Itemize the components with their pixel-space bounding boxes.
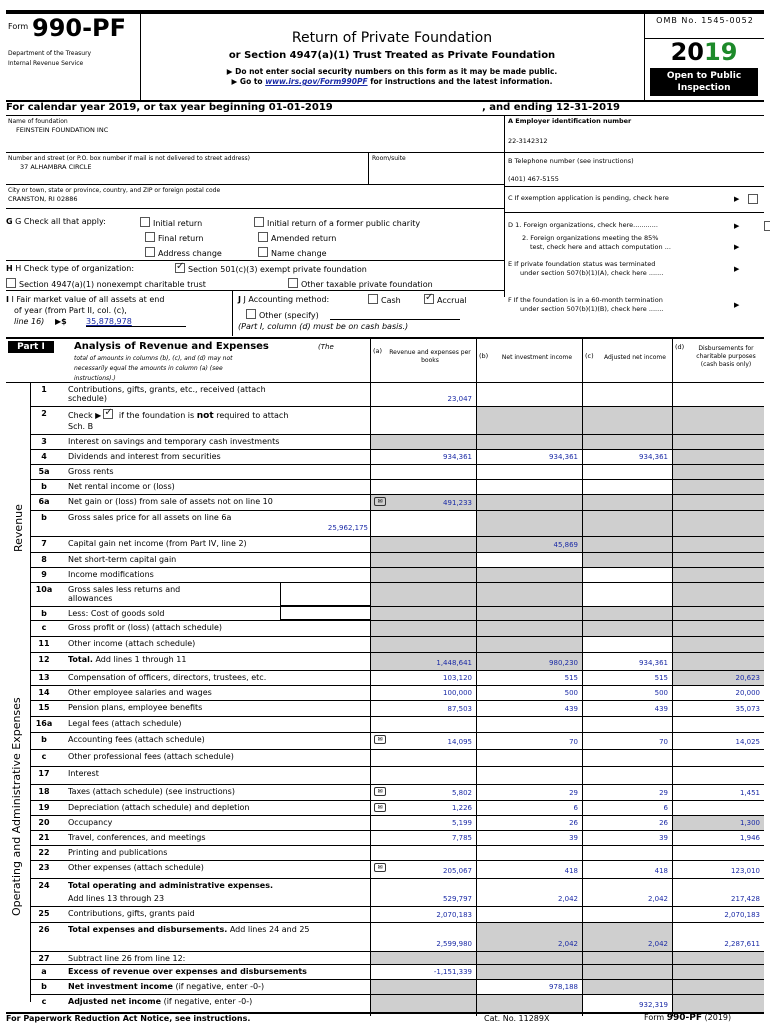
form-subtitle: or Section 4947(a)(1) Trust Treated as Private Foundation: [228, 50, 556, 61]
line-label: Gross sales less returns and: [68, 585, 181, 594]
shaded-cell: [673, 511, 764, 536]
row-divider: [30, 716, 764, 717]
room-label: Room/suite: [372, 155, 406, 162]
line-number: 25: [38, 909, 50, 918]
footer-form-id: Form 990-PF (2019): [644, 1013, 732, 1023]
value-col-a: 14,095: [447, 738, 472, 746]
line-label: Other employee salaries and wages: [68, 688, 212, 697]
value-col-a: 100,000: [443, 689, 472, 697]
ein-value: 22-3142312: [508, 137, 548, 145]
value-col-d: 1,451: [739, 789, 760, 797]
shaded-cell: [583, 607, 672, 620]
line-number: 7: [41, 539, 47, 548]
shaded-cell: [477, 637, 582, 652]
form-word: Form: [8, 22, 29, 31]
shaded-cell: [583, 980, 672, 994]
value-col-d: 14,025: [735, 738, 760, 746]
line-label: Gross profit or (loss) (attach schedule): [68, 623, 223, 632]
shaded-cell: [371, 637, 476, 652]
line-number: c: [41, 997, 47, 1006]
i-label: I I Fair market value of all assets at end: [6, 295, 165, 304]
col-b-tag: (b): [479, 352, 489, 360]
shaded-cell: [477, 621, 582, 636]
shaded-cell: [477, 583, 582, 606]
line-label-cont: Sch. B: [68, 422, 94, 431]
form-title: Return of Private Foundation: [291, 30, 493, 46]
irs-link[interactable]: www.irs.gov/Form990PF: [265, 77, 368, 86]
value-col-b: 439: [564, 705, 578, 713]
g-label: G G Check all that apply:: [6, 217, 106, 226]
value-col-d: 20,000: [735, 689, 760, 697]
value-col-c: 500: [654, 689, 668, 697]
shaded-cell: [673, 621, 764, 636]
shaded-cell: [371, 607, 476, 620]
line-label: Net gain or (loss) from sale of assets not on line 10: [68, 497, 273, 506]
value-col-a: 205,067: [443, 867, 472, 875]
attachment-icon[interactable]: ✉: [374, 787, 386, 796]
line-number: b: [41, 735, 47, 744]
shaded-cell: [477, 965, 582, 979]
value-col-a: 491,233: [443, 499, 472, 507]
shaded-cell: [477, 952, 582, 964]
omb-number: OMB No. 1545-0052: [656, 16, 754, 25]
line-label: Net investment income (if negative, enter -0-): [68, 982, 265, 991]
attachment-icon[interactable]: ✉: [374, 497, 386, 506]
shaded-cell: [673, 653, 764, 670]
line-label: Travel, conferences, and meetings: [68, 833, 206, 842]
j-cash[interactable]: Cash: [368, 294, 401, 305]
line-number: c: [41, 752, 47, 761]
value-col-a: 2,599,980: [436, 940, 472, 948]
paperwork-notice: For Paperwork Reduction Act Notice, see instructions.: [6, 1014, 251, 1023]
line-number: 23: [38, 863, 50, 872]
shaded-cell: [673, 952, 764, 964]
line-label: Pension plans, employee benefits: [68, 703, 203, 712]
row-divider: [30, 700, 764, 701]
shaded-cell: [583, 495, 672, 510]
line-number: c: [41, 623, 47, 632]
row-divider: [30, 766, 764, 767]
arrow-icon: ▶: [734, 195, 740, 203]
line-label: Contributions, gifts, grants paid: [68, 909, 195, 918]
shaded-cell: [673, 568, 764, 582]
line-label: Net rental income or (loss): [68, 482, 175, 491]
inline-entry-box[interactable]: [280, 582, 370, 606]
value-col-a: 7,785: [451, 834, 472, 842]
line-number: 20: [38, 818, 50, 827]
sch-b-checkbox[interactable]: [103, 409, 113, 419]
value-col-a: 934,361: [443, 453, 472, 461]
h-other-taxable[interactable]: Other taxable private foundation: [288, 278, 433, 289]
attachment-icon[interactable]: ✉: [374, 863, 386, 872]
shaded-cell: [583, 621, 672, 636]
row-divider: [30, 732, 764, 733]
street-value: 37 ALHAMBRA CIRCLE: [20, 163, 92, 171]
line-number: 27: [38, 954, 50, 963]
value-col-a: 5,802: [451, 789, 472, 797]
value-col-d: 2,287,611: [724, 940, 760, 948]
line-number: 15: [38, 703, 50, 712]
value-col-c: 934,361: [639, 453, 668, 461]
dept-treasury: Department of the Treasury: [8, 50, 92, 57]
line-number: 8: [41, 555, 47, 564]
value-col-b: 980,230: [549, 659, 578, 667]
value-col-c: 934,361: [639, 659, 668, 667]
line-label: Gross rents: [68, 467, 114, 476]
j-label: J J Accounting method:: [238, 295, 330, 304]
line-label: Total operating and administrative expenses.: [68, 881, 273, 890]
row-divider: [30, 670, 764, 671]
value-col-a: 5,199: [451, 819, 472, 827]
line-number: 11: [38, 639, 50, 648]
shaded-cell: [371, 568, 476, 582]
line-number: b: [41, 513, 47, 522]
row-divider: [30, 479, 764, 480]
e-label-2: under section 507(b)(1)(A), check here .......: [520, 269, 664, 277]
line-number: 6a: [38, 497, 50, 506]
line-number: 4: [41, 452, 47, 461]
value-col-a: -1,151,339: [433, 968, 472, 976]
shaded-cell: [673, 637, 764, 652]
d1-label: D 1. Foreign organizations, check here............: [508, 221, 658, 229]
shaded-cell: [673, 465, 764, 479]
line-number: a: [41, 967, 47, 976]
revenue-side-label: Revenue: [12, 504, 25, 552]
shaded-cell: [371, 995, 476, 1012]
h-4947[interactable]: Section 4947(a)(1) nonexempt charitable trust: [6, 278, 206, 289]
form-number: 990-PF: [32, 14, 127, 42]
line-label: Less: Cost of goods sold: [68, 609, 165, 618]
value-col-c: 6: [663, 804, 668, 812]
street-label: Number and street (or P.O. box number if mail is not delivered to street address): [8, 155, 251, 162]
line-number: 1: [41, 385, 47, 394]
line-number: 12: [38, 655, 50, 664]
value-col-a: 103,120: [443, 674, 472, 682]
g-address-change[interactable]: Address change: [145, 247, 222, 258]
value-col-a: 1,226: [451, 804, 472, 812]
line-label: Other professional fees (attach schedule): [68, 752, 234, 761]
row-divider: [30, 830, 764, 831]
row-divider: [30, 784, 764, 785]
value-col-a: 529,797: [443, 895, 472, 903]
col-c-tag: (c): [585, 352, 594, 360]
col-c-header: Adjusted net income: [604, 354, 666, 361]
col-d-header: Disbursements for charitable purposes (cash basis only): [696, 345, 756, 368]
shaded-cell: [477, 495, 582, 510]
row-divider: [30, 815, 764, 816]
arrow-icon: ▶: [734, 265, 740, 273]
h-501c3[interactable]: ✓ Section 501(c)(3) exempt private foundation: [175, 263, 367, 274]
shaded-cell: [673, 407, 764, 434]
shaded-cell: [673, 537, 764, 552]
shaded-cell: [673, 480, 764, 494]
value-col-c: 29: [659, 789, 668, 797]
line-number: 22: [38, 848, 50, 857]
line-number: 14: [38, 688, 50, 697]
g-initial-former[interactable]: Initial return of a former public charity: [254, 217, 420, 228]
line-label: Printing and publications: [68, 848, 168, 857]
line-label-cont: schedule): [68, 394, 107, 403]
line-label: Other income (attach schedule): [68, 639, 196, 648]
row-divider: [30, 464, 764, 465]
value-col-c: 2,042: [647, 940, 668, 948]
d2-label-2: test, check here and attach computation ...: [530, 243, 671, 251]
e-label: E If private foundation status was terminated: [508, 260, 656, 268]
line-label: Total. Add lines 1 through 11: [68, 655, 187, 664]
value-col-c: 932,319: [639, 1001, 668, 1009]
ein-label: A Employer identification number: [508, 117, 632, 125]
foundation-name: FEINSTEIN FOUNDATION INC: [16, 126, 109, 134]
value-col-b: 70: [569, 738, 578, 746]
j-note: (Part I, column (d) must be on cash basis.): [238, 322, 409, 331]
value-col-d: 123,010: [731, 867, 760, 875]
value-col-d: 35,073: [735, 705, 760, 713]
line-number: b: [41, 609, 47, 618]
line-number: 5a: [38, 467, 50, 476]
c-exemption-pending: C If exemption application is pending, check here: [508, 194, 669, 202]
i-label-2: of year (from Part II, col. (c),: [14, 306, 127, 315]
line-number: 19: [38, 803, 50, 812]
part-i-desc-2: necessarily equal the amounts in column (a) (see: [74, 365, 223, 372]
j-other[interactable]: Other (specify): [246, 309, 319, 320]
gross-sales-price-value: 25,962,175: [327, 524, 368, 532]
shaded-cell: [583, 553, 672, 567]
i-label-3: line 16): [14, 317, 45, 326]
line-number: 24: [38, 881, 50, 890]
shaded-cell: [673, 965, 764, 979]
name-label: Name of foundation: [8, 118, 68, 125]
value-col-c: 26: [659, 819, 668, 827]
shaded-cell: [371, 952, 476, 964]
value-col-d: 1,300: [739, 819, 760, 827]
value-col-c: 515: [654, 674, 668, 682]
line-number: 10a: [35, 585, 53, 594]
line-label: Interest: [68, 769, 99, 778]
value-col-b: 500: [564, 689, 578, 697]
j-accrual[interactable]: ✓ Accrual: [424, 294, 467, 305]
value-col-b: 934,361: [549, 453, 578, 461]
shaded-cell: [673, 435, 764, 449]
shaded-cell: [673, 583, 764, 606]
shaded-cell: [583, 537, 672, 552]
cat-number: Cat. No. 11289X: [484, 1014, 550, 1023]
f-label-2: under section 507(b)(1)(B), check here .......: [520, 305, 664, 313]
tax-year: 2019: [670, 38, 738, 66]
shaded-cell: [673, 553, 764, 567]
line-label: Adjusted net income (if negative, enter -0-): [68, 997, 253, 1006]
line-number: 18: [38, 787, 50, 796]
value-col-b: 26: [569, 819, 578, 827]
line-number: b: [41, 482, 47, 491]
shaded-cell: [371, 621, 476, 636]
city-label: City or town, state or province, country, and ZIP or foreign postal code: [8, 187, 221, 194]
value-col-b: 515: [564, 674, 578, 682]
attachment-icon[interactable]: ✉: [374, 735, 386, 744]
row-divider: [30, 449, 764, 450]
shaded-cell: [583, 435, 672, 449]
instructions-note: ▶ Go to www.irs.gov/Form990PF for instructions and the latest information.: [231, 77, 553, 86]
value-col-a: 87,503: [447, 705, 472, 713]
dept-irs: Internal Revenue Service: [8, 60, 84, 67]
line-number: 17: [38, 769, 50, 778]
shaded-cell: [477, 435, 582, 449]
line-number: 13: [38, 673, 50, 682]
line-label: Gross sales price for all assets on line 6a: [68, 513, 232, 522]
line-label-cont: Add lines 13 through 23: [68, 894, 165, 903]
c-exemption-checkbox[interactable]: [748, 194, 758, 204]
line-label: Depreciation (attach schedule) and depletion: [68, 803, 250, 812]
arrow-icon: ▶: [734, 301, 740, 309]
expenses-side-label: Operating and Administrative Expenses: [10, 697, 23, 916]
d1-checkbox[interactable]: [764, 221, 770, 231]
shaded-cell: [673, 495, 764, 510]
part-i-desc-1: total of amounts in columns (b), (c), and (d) may not: [74, 355, 233, 362]
shaded-cell: [371, 553, 476, 567]
arrow-icon: ▶: [734, 243, 740, 251]
shaded-cell: [477, 607, 582, 620]
value-col-b: 6: [573, 804, 578, 812]
shaded-cell: [583, 407, 672, 434]
shaded-cell: [371, 980, 476, 994]
h-label: H H Check type of organization:: [6, 264, 135, 273]
shaded-cell: [583, 511, 672, 536]
ssn-warning: ▶ Do not enter social security numbers on this form as it may be made public.: [226, 67, 558, 76]
line-number: 21: [38, 833, 50, 842]
line-number: b: [41, 982, 47, 991]
line-label-cont: allowances: [68, 594, 113, 603]
city-value: CRANSTON, RI 02886: [8, 195, 78, 203]
value-col-b: 29: [569, 789, 578, 797]
shaded-cell: [371, 435, 476, 449]
line-label: Interest on savings and temporary cash investments: [68, 437, 280, 446]
line-label: Occupancy: [68, 818, 113, 827]
row-divider: [30, 845, 764, 846]
g-name-change[interactable]: Name change: [258, 247, 327, 258]
part-i-title-note: (The: [318, 343, 334, 351]
line-number: 9: [41, 570, 47, 579]
line-label: Legal fees (attach schedule): [68, 719, 182, 728]
value-col-a: 2,070,183: [436, 911, 472, 919]
line-number: 26: [38, 925, 50, 934]
shaded-cell: [477, 407, 582, 434]
shaded-cell: [673, 980, 764, 994]
value-col-c: 418: [654, 867, 668, 875]
f-label: F If the foundation is in a 60-month termination: [508, 296, 663, 304]
part-i-title: Analysis of Revenue and Expenses: [74, 341, 269, 352]
shaded-cell: [371, 583, 476, 606]
part-i-desc-3: instructions).): [74, 375, 116, 382]
attachment-icon[interactable]: ✉: [374, 803, 386, 812]
value-col-b: 2,042: [557, 940, 578, 948]
line-number: 3: [41, 437, 47, 446]
line-label: Income modifications: [68, 570, 154, 579]
i-arrow: ▶$: [55, 317, 67, 326]
line-label: Dividends and interest from securities: [68, 452, 221, 461]
line-label: Contributions, gifts, grants, etc., received (attach: [68, 385, 266, 394]
line-label: Net short-term capital gain: [68, 555, 177, 564]
value-col-d: 20,623: [735, 674, 760, 682]
shaded-cell: [673, 995, 764, 1012]
public-inspection-badge: Open to Public Inspection: [650, 68, 758, 96]
line-label: Compensation of officers, directors, trustees, etc.: [68, 673, 267, 682]
row-divider: [30, 800, 764, 801]
col-a-header: Revenue and expenses per books: [389, 349, 471, 364]
line-label: Accounting fees (attach schedule): [68, 735, 205, 744]
line-label: Excess of revenue over expenses and disbursements: [68, 967, 307, 976]
shaded-cell: [673, 450, 764, 464]
shaded-cell: [477, 995, 582, 1012]
shaded-cell: [583, 965, 672, 979]
value-col-b: 39: [569, 834, 578, 842]
fmv-assets-value: 35,878,978: [86, 317, 186, 327]
d2-label: 2. Foreign organizations meeting the 85%: [522, 234, 659, 242]
g-initial-return[interactable]: Initial return: [140, 217, 202, 228]
row-divider: [30, 749, 764, 750]
part-i-tag: Part I: [8, 341, 54, 353]
row-divider: [30, 685, 764, 686]
value-col-d: 2,070,183: [724, 911, 760, 919]
value-col-c: 439: [654, 705, 668, 713]
calendar-year-line: For calendar year 2019, or tax year beginning 01-01-2019: [6, 102, 333, 113]
row-divider: [30, 878, 764, 879]
shaded-cell: [371, 537, 476, 552]
g-amended-return[interactable]: Amended return: [258, 232, 336, 243]
value-col-c: 2,042: [647, 895, 668, 903]
col-b-header: Net investment income: [501, 354, 573, 361]
line-label: Capital gain net income (from Part IV, line 2): [68, 539, 247, 548]
shaded-cell: [477, 511, 582, 536]
value-col-d: 217,428: [731, 895, 760, 903]
value-col-a: 1,448,641: [436, 659, 472, 667]
value-col-b: 418: [564, 867, 578, 875]
inline-entry-box[interactable]: [280, 606, 370, 620]
line-label: Check ▶✓ if the foundation is not required to attach: [68, 409, 288, 421]
col-d-tag: (d): [675, 343, 685, 351]
value-col-b: 978,188: [549, 983, 578, 991]
row-divider: [30, 906, 764, 907]
line-label: Taxes (attach schedule) (see instructions): [68, 787, 235, 796]
col-a-tag: (a): [373, 347, 383, 355]
value-col-c: 70: [659, 738, 668, 746]
line-label: Other expenses (attach schedule): [68, 863, 204, 872]
value-col-d: 1,946: [739, 834, 760, 842]
line-label: Total expenses and disbursements. Add lines 24 and 25: [68, 925, 310, 934]
g-final-return[interactable]: Final return: [145, 232, 203, 243]
value-col-b: 45,869: [553, 541, 578, 549]
value-col-a: 23,047: [447, 395, 472, 403]
arrow-icon: ▶: [734, 222, 740, 230]
calendar-ending: , and ending 12-31-2019: [482, 102, 620, 113]
value-col-c: 39: [659, 834, 668, 842]
line-number: 2: [41, 409, 47, 418]
line-label: Subtract line 26 from line 12:: [68, 954, 186, 963]
value-col-b: 2,042: [557, 895, 578, 903]
shaded-cell: [673, 607, 764, 620]
phone-label: B Telephone number (see instructions): [508, 157, 634, 165]
row-divider: [30, 860, 764, 861]
line-number: 16a: [35, 719, 53, 728]
shaded-cell: [477, 568, 582, 582]
phone-value: (401) 467-5155: [508, 175, 559, 183]
shaded-cell: [583, 952, 672, 964]
